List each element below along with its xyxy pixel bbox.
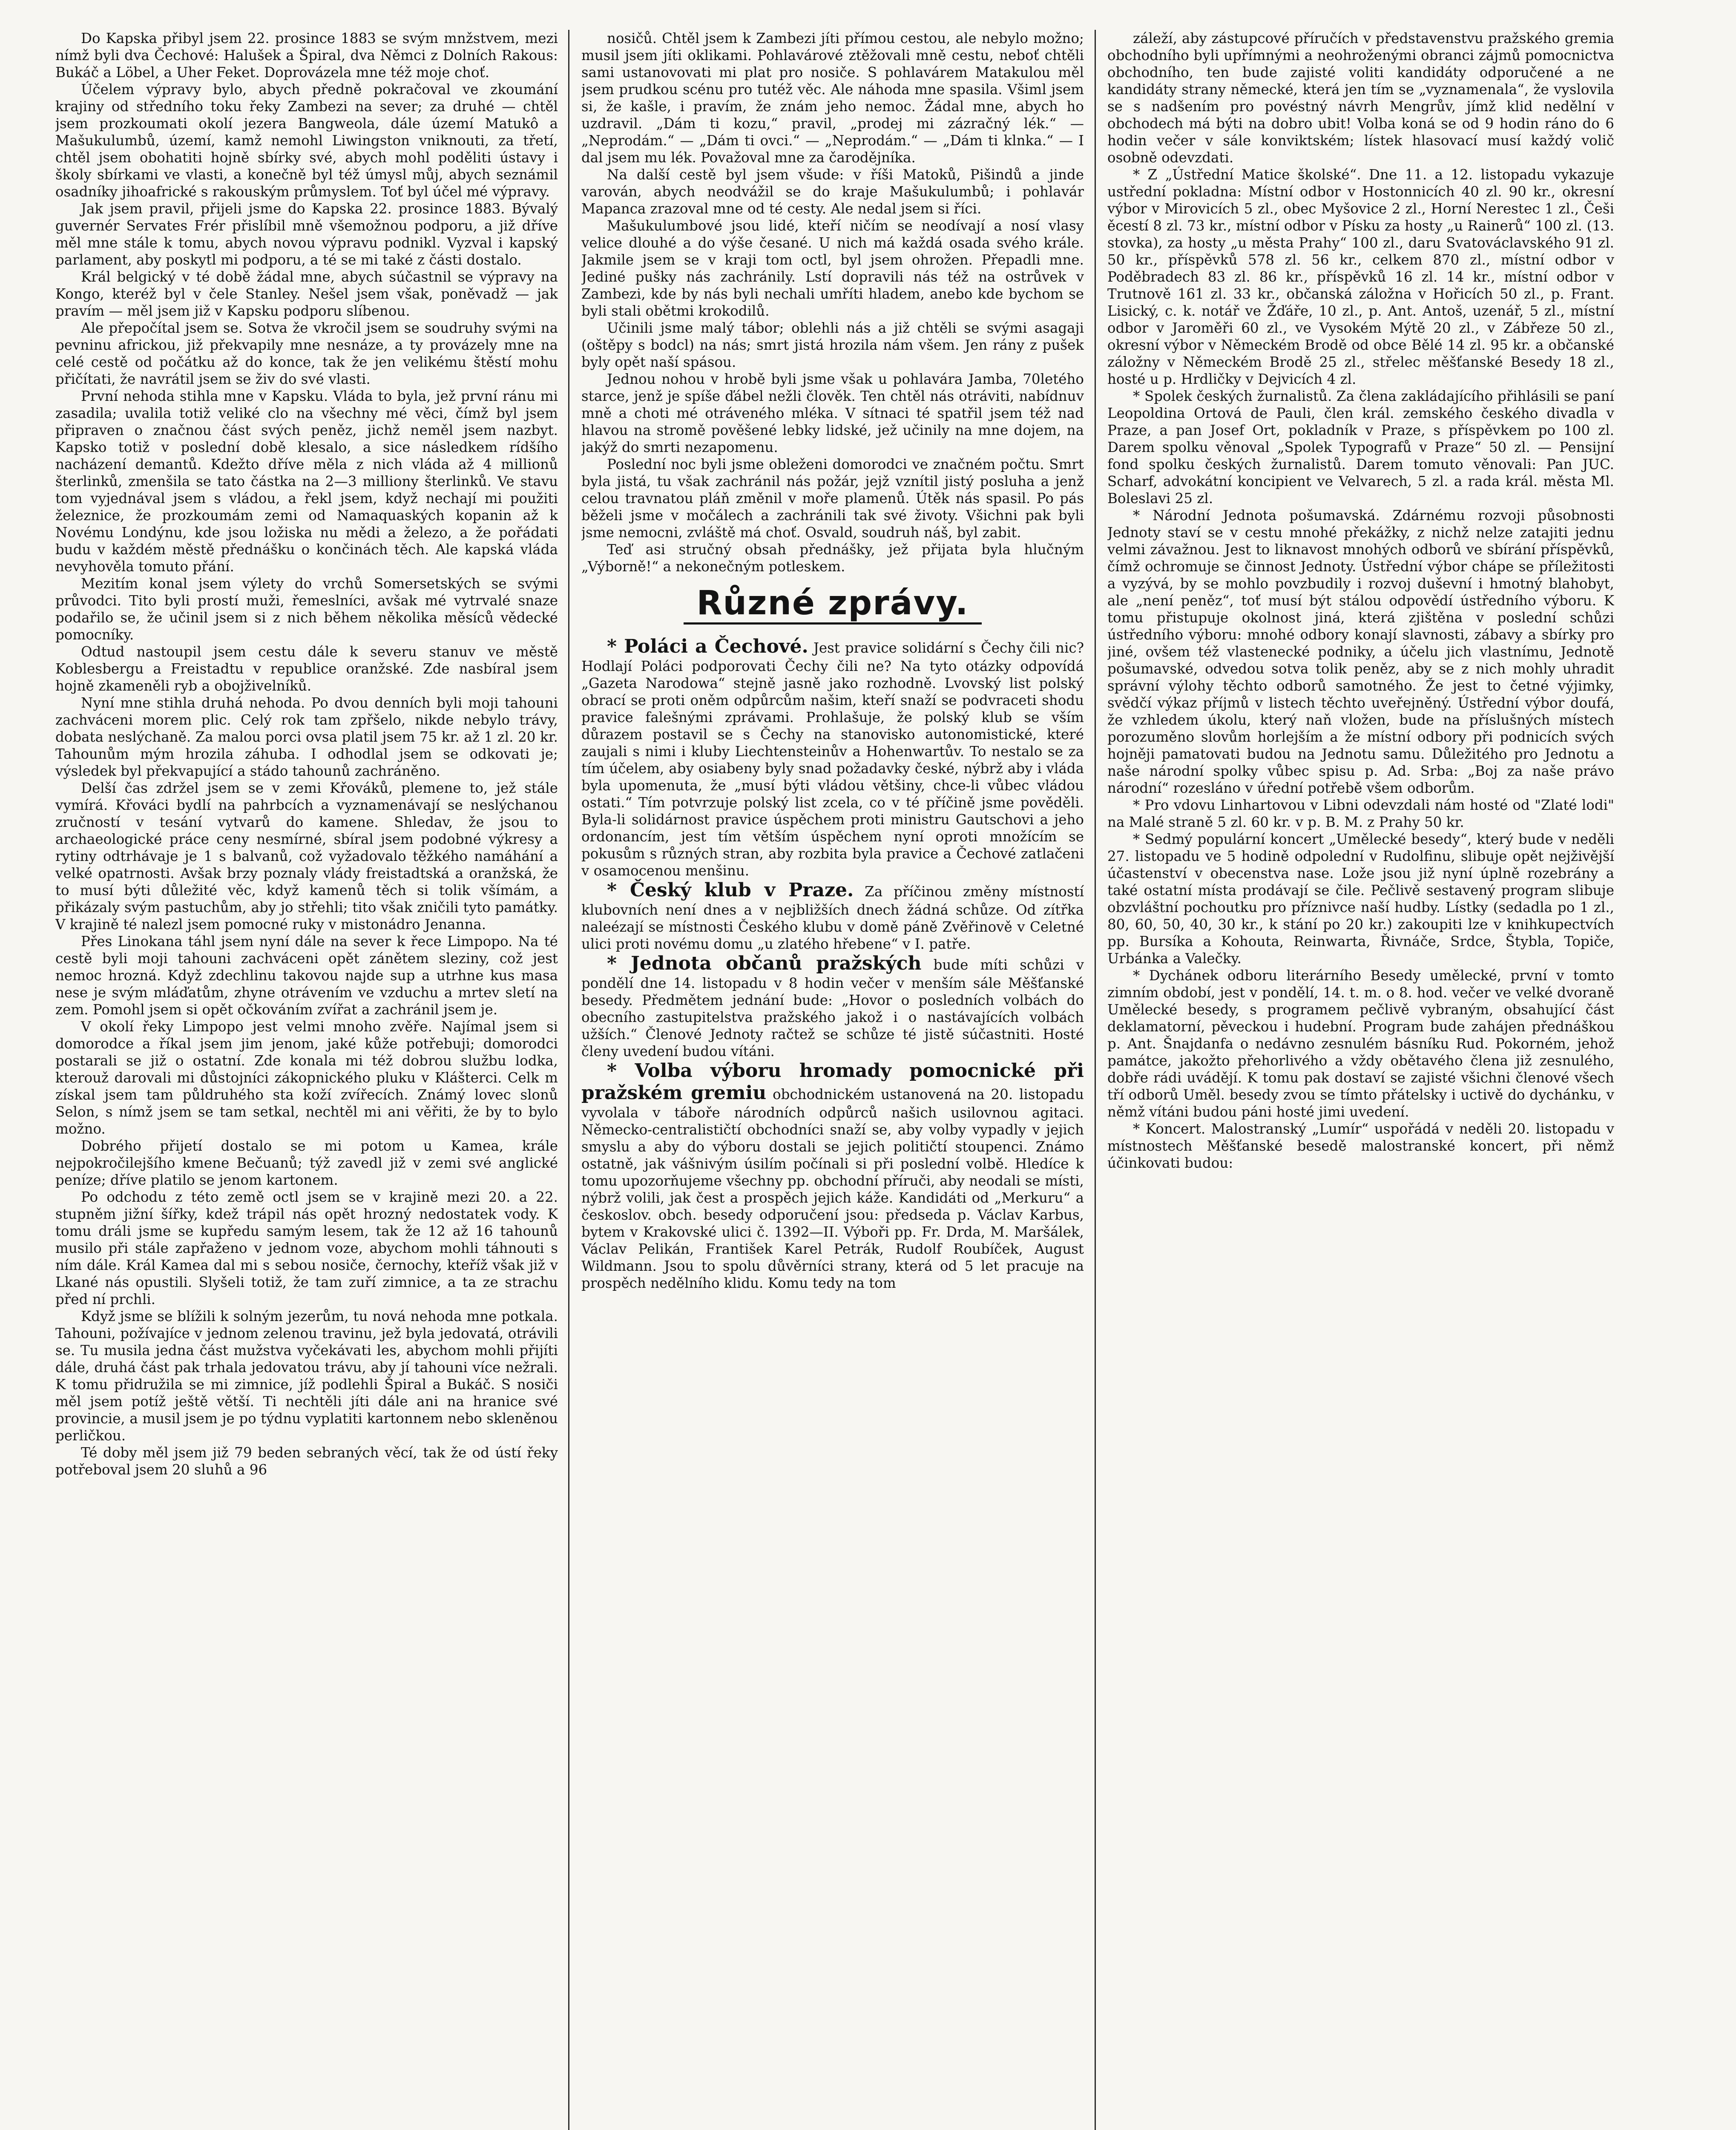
paragraph: Král belgický v té době žádal mne, abych súčastnil se výpravy na Kongo, kteréž byl v čele Stanley. Nešel jsem však, poněvadž — jak pravím — měl jsem již v Kapsku podporu slíbenou. [55,269,558,319]
paragraph: záleží, aby zástupcové příručích v představenstvu pražského gremia obchodního byli upřímnými a neohroženými obranci zájmů pomocnictva obchodního, ten bude zajisté voliti kandidáty odporučené a ne kandidáty strany německé, která jen tím se „vyznamenala“, že vyslovila se s nadšením pro povéstný návrh Mengrův, jímž klid nedělní v obchodech má býti na dobro ubit! Volba koná se od 9 hodin ráno do 6 hodin večer v sále konviktském; lístek hlasovací musí každý volič osobně odevzdati. [1107,30,1614,166]
news-item-text: bude míti schůzi v pondělí dne 14. listopadu v 8 hodin večer v menším sále Měšťanské besedy. Předmětem jednání bude: „Hovor o posledních volbách do obecního zastupitelstva pražského jakož i o nastávajících volbách užších.“ Členové Jednoty račtež se schůze té jistě súčastniti. Hosté členy uvedení budou vítáni. [581,957,1084,1059]
paragraph: Nyní mne stihla druhá nehoda. Po dvou denních byli moji tahouni zachváceni morem plic. Celý rok tam zpřšelo, nikde nebylo trávy, dobata neslýchaně. Za malou porci ovsa platil jsem 75 kr. až 1 zl. 20 kr. Tahounům mým hrozila záhuba. I odhodlal jsem se odkovati je; výsledek byl překvapující a stádo tahounů zachráněno. [55,695,558,779]
news-item-text: obchodnickém ustanovená na 20. listopadu vyvolala v táboře národních odpůrců našich usilovnou agitaci. Německo-centralističtí obchodníci snaží se, aby volby vypadly v jejich smyslu a aby do výboru dostali se jejich političtí stoupenci. Známo ostatně, jak vášnivým úsilím počínali si při poslední volbě. Hledíce k tomu upozorňujeme všechny pp. obchodní příruči, aby neodali se místi, nýbrž volili, jak čest a prospěch jejich káže. Kandidáti od „Merkuru“ a českoslov. obch. besedy odporučení jsou: předseda p. Václav Karbus, bytem v Krakovské ulici č. 1392—II. Výboři pp. Fr. Drda, M. Maršálek, Václav Pelikán, František Karel Petrák, Rudolf Roubíček, August Wildmann. Jsou to spolu důvěrníci strany, která od 5 let pracuje na prospěch nedělního klidu. Komu tedy na tom [581,1086,1084,1291]
paragraph: Odtud nastoupil jsem cestu dále k severu stanuv ve městě Koblesbergu a Freistadtu v republice oranžské. Zde nasbíral jsem hojně zkameněli ryb a obojživelníků. [55,644,558,694]
column-left [55,30,558,2130]
news-item [581,636,1084,879]
column-divider [1095,30,1096,2130]
news-item: * Sedmý populární koncert „Umělecké besedy“, který bude v neděli 27. listopadu ve 5 hodině odpolední v Rudolfinu, slibuje opět nejživější účastenství v obecenstva nase. Lože jsou již nyní úplně rozebrány a také ostatní místa prodávají se čile. Pečlivě sestavený program slibuje obzvláštní pochoutku pro příznivce naší hudby. Lístky (sedadla po 1 zl., 80, 60, 50, 40, 30 kr., k stání po 20 kr.) zakoupiti lze v knihkupectvích pp. Bursíka a Kohouta, Reinwarta, Řivnáče, Srdce, Štybla, Topiče, Urbánka a Valečky. [1107,831,1614,967]
paragraph: Té doby měl jsem již 79 beden sebraných věcí, tak že od ústí řeky potřeboval jsem 20 sluhů a 96 [55,1445,558,1478]
paragraph: Dobrého přijetí dostalo se mi potom u Kamea, krále nejpokročilejšího kmene Bečuanů; týž zavedl již v zemi své anglické peníze; dříve platilo se jenom kartonem. [55,1138,558,1188]
paragraph: Ale přepočítal jsem se. Sotva že vkročil jsem se soudruhy svými na pevninu africkou, již překvapily mne nesnáze, a ty provázely mne na celé cestě od počátku až do konce, tak že jen velikému štěstí mohu přičítati, že navrátil jsem se živ do své vlasti. [55,320,558,387]
news-item-title: * Český klub v Praze. [607,879,854,901]
paragraph: nosičů. Chtěl jsem k Zambezi jíti přímou cestou, ale nebylo možno; musil jsem jíti oklikami. Pohlavárové ztěžovali mně cestu, neboť chtěli sami ustanovovati mi plat pro nosiče. S pohlavárem Matakulou měl jsem prudkou scénu pro tutéž věc. Ale náhoda mne spasila. Všiml jsem si, že kašle, i pravím, že znám jeho nemoc. Žádal mne, abych ho uzdravil. „Dám ti kozu,“ pravil, „prodej mi zázračný lék.“ — „Neprodám.“ — „Dám ti ovci.“ — „Neprodám.“ — „Dám ti klnka.“ — I dal jsem mu lék. Považoval mne za čarodějníka. [581,30,1084,166]
paragraph: Po odchodu z této země octl jsem se v krajině mezi 20. a 22. stupněm jižní šířky, kdež trápil nás opět hrozný nedostatek vody. K tomu dráli jsme se kupředu samým lesem, tak že 12 až 16 tahounů musilo při stále zapřaženo v jednom voze, abychom mohli táhnouti s ním dále. Král Kamea dal mi s sebou nosiče, černochy, kteříž však již v Lkané nás opustili. Slyšeli totiž, že tam zuří zimnice, a ta ze strachu před ní prchli. [55,1189,558,1307]
paragraph: Delší čas zdržel jsem se v zemi Křováků, plemene to, jež stále vymírá. Křováci bydlí na pahrbcích a vyznamenávají se neslýchanou zručností v tesání vytvarů do kamene. Shledav, že jsou to archaeologické práce ceny nesmírné, sbíral jsem podobné výkresy a rytiny odtrhávaje je 1 s balvanů, což vyžadovalo těžkého namáhání a velké opatrnosti. Avšak brzy poznaly vlády freistadtská a oranžská, že to musí býti důležité věc, když kamenů těch si tolik všímám, a přikázaly svým pastuchům, aby jo střehli; tito však zničili tyto památky. V krajině té nalezl jsem pomocné ruky v mistonádro Jenanna. [55,780,558,933]
paragraph: Když jsme se blížili k solným jezerům, tu nová nehoda mne potkala. Tahouni, požívajíce v jednom zelenou travinu, jež byla jedovatá, otrávili se. Tu musila jedna část mužstva vyčekávati les, abychom mohli přijíti dále, druhá část pak trhala jedovatou trávu, aby jí tahouni více nežrali. K tomu přidružila se mi zimnice, jíž podlehli Špiral a Bukáč. S nosiči měl jsem potíž ještě větší. Ti nechtěli jíti dále ani na hranice své provincie, a musil jsem je po týdnu vyplatiti kartonnem nebo skleněnou perličkou. [55,1308,558,1444]
news-item [581,953,1084,1060]
news-item-title: * Jednota občanů pražských [607,953,922,974]
column-middle [581,30,1084,2130]
paragraph: V okolí řeky Limpopo jest velmi mnoho zvěře. Najímal jsem si domorodce a říkal jsem jim jenom, jaké kůže potřebuji; domorodci postarali se již o ostatní. Zde konala mi též dobrou službu lodka, kterouž darovali mi důstojníci zákopnického pluku v Klášterci. Celk m získal jsem tam půldruhého sta koží zvířecích. Známý lovec slonů Selon, s nímž jsem se tam setkal, nechtěl mi ani věřiti, že by to bylo možno. [55,1019,558,1137]
news-item [581,1060,1084,1292]
section-heading-text: Různé zprávy. [684,584,981,625]
section-heading [581,583,1084,624]
news-item: * Spolek českých žurnalistů. Za člena zakládajícího přihlásili se paní Leopoldina Ortová de Pauli, člen král. zemského českého divadla v Praze, a pan Josef Ort, pokladník v Praze, s příspěvkem po 100 zl. Darem spolku věnoval „Spolek Typografů v Praze“ 50 zl. — Pensijní fond spolku českých žurnalistů. Darem tomuto věnovali: Pan JUC. Scharf, advokátní koncipient ve Velvarech, 5 zl. a rada král. města Ml. Boleslavi 25 zl. [1107,388,1614,507]
paragraph: Účelem výpravy bylo, abych předně pokračoval ve zkoumání krajiny od středního toku řeky Zambezi na sever; za druhé — chtěl jsem prozkoumati okolí jezera Bangweola, dále území Matukô a Mašukulumbů, území, kamž nemohl Liwingston vniknouti, za třetí, chtěl jsem obohatiti hojně sbírky své, abych mohl poděliti ústavy i školy sbírkami ve vlasti, a konečně byl též úmysl můj, abych seznámil osadníky jihoafrické s rakouským průmyslem. Toť byl účel mé výpravy. [55,81,558,200]
column-divider [568,30,569,2130]
news-item-title: * Volba výboru hromady pomocnické při pražském gremiu [581,1060,1084,1104]
news-item-title: * Poláci a Čechové. [607,636,808,657]
paragraph: Teď asi stručný obsah přednášky, jež přijata byla hlučným „Výborně!“ a nekonečným potleskem. [581,541,1084,575]
paragraph: Jednou nohou v hrobě byli jsme však u pohlavára Jamba, 70letého starce, jenž je spíše ďábel nežli člověk. Ten chtěl nás otráviti, nabídnuv mně a choti mé otráveného mléka. V sítnaci té spatřil jsem též nad hlavou na stromě pověšené lebky lidské, jež učinily na mne dojem, na jakýž do smrti nezapomenu. [581,371,1084,455]
paragraph: Na další cestě byl jsem všude: v říši Matoků, Pišindů a jinde varován, abych neodvážil se do kraje Mašukulumbů; i pohlavár Mapanca zrazoval mne od té cesty. Ale nedal jsem si říci. [581,167,1084,217]
paragraph: Mašukulumbové jsou lidé, kteří ničím se neodívají a nosí vlasy velice dlouhé a do výše česané. U nich má každá osada svého krále. Jakmile jsem se v kraji tom octl, byl jsem ohrožen. Přepadli mne. Jediné pušky nás zachránily. Lstí dopravili nás též na ostrůvek v Zambezi, kde by nás byli nechali umříti hladem, anebo kde bychom se byli stali obětmi krokodilů. [581,218,1084,319]
news-item: * Pro vdovu Linhartovou v Libni odevzdali nám hosté od "Zlaté lodi" na Malé straně 5 zl. 60 kr. v p. B. M. z Prahy 50 kr. [1107,797,1614,830]
newspaper-page [55,30,1687,2130]
news-item-text: Jest pravice solidární s Čechy čili nic? Hodlají Poláci podporovati Čechy čili ne? Na tyto otázky odpovídá „Gazeta Narodowa“ stejně jasně jako rozhodně. Lvovský list polský obrací se proti oněm odpůrcům našim, kteří snaží se podvraceti shodu pravice falešnými zprávami. Prohlašuje, že polský klub se vším důrazem postavil se s Čechy na stanovisko autonomistické, které zaujali s nimi i kluby Liechtensteinův a Hohenwartův. To nestalo se za tím účelem, aby osiabeny byly snad požadavky české, nýbrž aby i vláda byla upomenuta, že „musí býti vládou většiny, chce-li vůbec vládou ostati.“ Tím potvrzuje polský list zcela, co v té příčině jsme pověděli. Byla-li solidárnost pravice úspěchem proti ministru Gautschovi a jeho ordonancím, jest tím větším úspěchem nyní oproti množícím se pokusům s různých stran, aby rozbita byla pravice a Čechové zatlačeni v osamocenou menšinu. [581,640,1084,879]
column-right [1107,30,1614,2130]
paragraph: Mezitím konal jsem výlety do vrchů Somersetských se svými průvodci. Tito byli prostí muži, řemeslníci, avšak mé vytrvalé snaze podařilo se, že učinil jsem si z nich během několika měsíců vědecké pomocníky. [55,576,558,643]
paragraph: Poslední noc byli jsme obleženi domorodci ve značném počtu. Smrt byla jistá, tu však zachránil nás požár, jejž vznítil jistý posluha a jenž celou travnatou pláň změnil v moře plamenů. Útěk nás spasil. Po pás běželi jsme v močálech a zachránili tak své životy. Všichni pak byli jsme nemocni, zvláště má choť. Osvald, soudruh náš, byl zabit. [581,456,1084,541]
news-item-text: Za příčinou změny místností klubovních není dnes a v nejbližších dnech žádná schůze. Od zítřka naleézají se místnosti Českého klubu v domě páně Zvěřinově v Celetné ulici proti novému domu „u zlatého hřebene“ v I. patře. [581,884,1084,952]
paragraph: Do Kapska přibyl jsem 22. prosince 1883 se svým mnžstvem, mezi nímž byli dva Čechové: Halušek a Špiral, dva Němci z Dolních Rakous: Bukáč a Löbel, a Uher Feket. Doprovázela mne též moje choť. [55,30,558,81]
paragraph: První nehoda stihla mne v Kapsku. Vláda to byla, jež první ránu mi zasadila; uvalila totiž veliké clo na všechny mé věci, čímž byl jsem připraven o značnou část svých peněz, jichž neměl jsem nazbyt. Kapsko totiž v poslední době klesalo, a sice následkem rídšího nacházení demantů. Kdežto dříve měla z nich vláda až 4 millionů šterlinků, zmenšila se tato částka na 2—3 milliony šterlinků. Ve stavu tom vyjednával jsem s vládou, a řekl jsem, když nechají mi použiti železnice, že prozkoumám zemi od Namaquaských kopanin až k Novému Londýnu, kde jsou ložiska nu mědi a železo, a že pořádati budu v každém městě přednášku o končinách těch. Ale kapská vláda nevyhověla tomuto přání. [55,388,558,575]
news-item: * Dychánek odboru literárního Besedy umělecké, první v tomto zimním období, jest v pondělí, 14. t. m. o 8. hod. večer ve velké dvoraně Umělecké besedy, s programem pečlivě vybraným, obsahující část deklamatorní, pěveckou i hudební. Program bude zahájen přednáškou p. Ant. Šnajdanfa o nedávno zesnulém básníku Rud. Pokorném, jehož památce, jakožto přehorlivého a vždy obětavého člena již zesnulého, dobře rádi uvádějí. K tomu pak dostaví se zajisté všichni členové všech tří odborů Uměl. besedy zvou se tímto přátelsky i uctivě do dychánku, v němž vítáni budou páni hosté jimi uvedení. [1107,967,1614,1120]
news-item: * Národní Jednota pošumavská. Zdárnému rozvoji působnosti Jednoty staví se v cestu mnohé překážky, z nichž nelze zatajiti jednu velmi závažnou. Jest to liknavost mnohých odborů ve sbírání příspěvků, čímž ochromuje se činnost Jednoty. Ústřední výbor chápe se příležitosti a vyzývá, by se mohlo povzbudily i rozvoj duševní i hmotný blahobyt, ale „není peněz“, toť musí být stálou odpovědí ústředního výboru. K tomu přistupuje okolnost jiná, která zjištěna v poslední schůzi ústředního výboru: mnohé odbory konají slavnosti, zábavy a sbírky pro jiné, ovšem též vlastenecké podniky, a účelu jich vlastnímu, Jednotě pošumavské, odvedou sotva tolik peněz, aby se z nich mohly uhradit správní výlohy těchto odborů samotného. Že jest to četné výjimky, svědčí výkaz příjmů v listech těchto uveřejněný. Ústřední výbor doufá, že vzhledem úkolu, který naň vložen, bude na příslušných místech porozuměno slovům horlejším a že místní odbory při podnicích svých hojněji pamatovati budou na Jednotu samu. Důležitého pro Jednotu a naše národní spolky vůbec spisu p. Ad. Srba: „Boj za naše právo národní“ rozesláno v úřední potřebě všem odborům. [1107,507,1614,796]
paragraph: Přes Linokana táhl jsem nyní dále na sever k řece Limpopo. Na té cestě byli moji tahouni zachváceni opět zánětem sleziny, což jest nemoc hrozná. Když zdechlinu takovou najde sup a utrhne kus masa nese je svým mláďatům, zhyne otrávením ve vzduchu a mrtev sletí na zem. Pomohl jsem si opět očkováním zvířat a zachránil jsem je. [55,933,558,1018]
news-item [581,879,1084,953]
news-item: * Z „Ústřední Matice školské“. Dne 11. a 12. listopadu vykazuje ustřední pokladna: Místní odbor v Hostonnicích 40 zl. 90 kr., okresní výbor v Mirovicích 5 zl., obec Myšovice 2 zl., Horní Nerestec 1 zl., Češi ěcestí 8 zl. 73 kr., místní odbor v Písku za hosty „u Rainerů“ 100 zl. (13. stovka), za hosty „u města Prahy“ 100 zl., daru Svatováclavského 91 zl. 50 kr., příspěvků 578 zl. 56 kr., celkem 870 zl., místní odbor v Poděbradech 83 zl. 86 kr., příspěvků 16 zl. 14 kr., místní odbor v Trutnově 161 zl. 33 kr., občanská záložna v Hořicích 50 zl., p. Frant. Lisický, c. k. notář ve Žďáře, 10 zl., p. Ant. Antoš, uzenář, 5 zl., místní odbor v Jaroměři 60 zl., ve Vysokém Mýtě 20 zl., v Zábřeze 50 zl., okresní výbor v Německém Brodě od obce Bělé 14 zl. 95 kr. a občanské záložny v Německém Brodě 25 zl., střelec měšťanské Besedy 18 zl., hosté u p. Hrdličky v Dejvicích 4 zl. [1107,167,1614,387]
paragraph: Jak jsem pravil, přijeli jsme do Kapska 22. prosince 1883. Bývalý guvernér Servates Frér přislíbil mně všemožnou podporu, a již dříve měl mne stále k tomu, abych novou výpravu podnikl. Vyzval i kapský parlament, aby poskytl mi podporu, a té se mi také z části dostalo. [55,201,558,268]
news-item: * Koncert. Malostranský „Lumír“ uspořádá v neděli 20. listopadu v místnostech Měšťanské besedě malostranské koncert, při němž účinkovati budou: [1107,1121,1614,1171]
paragraph: Učinili jsme malý tábor; oblehli nás a již chtěli se svými asagaji (oštěpy s bodcl) na nás; smrt jistá hrozila nám všem. Jen rány z pušek byly opět naší spásou. [581,320,1084,370]
